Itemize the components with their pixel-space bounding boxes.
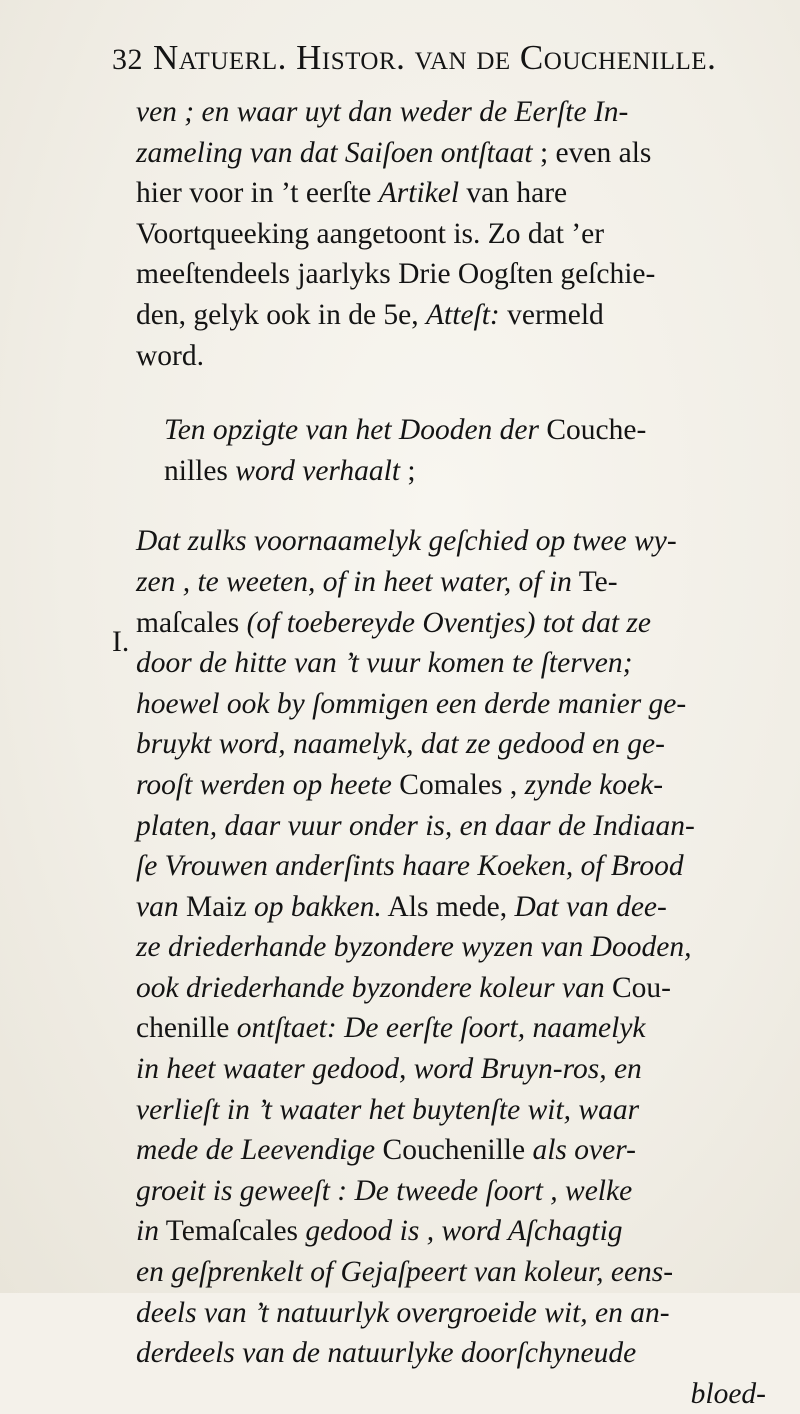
catchword: bloed- [690,1377,766,1410]
text-segment: maſcales [136,606,247,639]
text-line [136,1252,776,1293]
text-segment: word verhaalt [235,454,401,487]
text-segment: Maiz [178,890,254,923]
running-title: Natuerl. Histor. van de Couchenille. [153,38,717,77]
text-segment: verlieſt in ’t waater het buytenſte wit, waar [136,1093,640,1126]
text-line [136,1008,776,1049]
text-segment: en geſprenkelt of Gejaſpeert van koleur, eens- [136,1256,674,1289]
text-line [136,684,776,725]
text-line [136,887,776,928]
text-segment: Atteſt: [426,298,500,331]
text-segment: zynde koek- [524,768,664,801]
text-segment: Te- [571,565,618,598]
text-segment: ; [400,454,416,487]
text-segment: zen , te weeten, of in heet water, of in [136,565,572,598]
text-segment: Voortqueeking aangetoont is. Zo dat ’er [136,217,605,250]
spacer [136,491,776,521]
text-segment: ſe Vrouwen anderſints haare Koeken, of Brood [136,850,684,883]
text-segment: ; even als [532,136,652,169]
section-heading [136,410,776,491]
text-line [136,521,776,562]
text-segment: Comales , [391,768,525,801]
text-segment: in heet waater gedood, word Bruyn-ros, en [136,1053,642,1086]
text-segment: hier voor in ’t eerſte [136,177,379,210]
text-segment: (of toebereyde Oventjes) tot dat ze [246,606,651,639]
text-line [136,214,776,255]
text-segment: van [136,890,179,923]
text-segment: Cou- [604,971,671,1004]
text-line [136,295,776,336]
paragraph-number: I. [112,626,130,658]
text-segment: door de hitte van ’t vuur komen te ſterven; [136,647,633,680]
text-segment: nilles [164,454,236,487]
text-segment: in [136,1215,159,1248]
text-segment: word. [136,339,205,372]
text-line [164,451,776,492]
text-segment: ze driederhande byzondere wyzen van Dooden, [136,931,692,964]
text-segment: bruykt word, naamelyk, dat ze gedood en ge- [136,728,665,761]
text-line [136,806,776,847]
text-segment: op bakken. [253,890,382,923]
text-line [136,562,776,603]
text-segment: ven ; en waar uyt dan weder de Eerſte In- [136,96,629,128]
text-segment: groeit is geweeſt : De tweede ſoort , welke [136,1174,633,1207]
text-segment: gedood is , word Aſchagtig [305,1215,623,1248]
text-segment: deels van ’t natuurlyk overgroeide wit, en an- [136,1296,670,1329]
text-line [136,254,776,295]
text-segment: platen, daar vuur onder is, en daar de Indiaan- [136,809,695,842]
text-segment: zameling van dat Saiſoen ontſtaat [136,136,533,169]
text-segment: van hare [459,177,568,210]
text-segment: Als mede, [381,890,515,923]
text-line [136,603,776,644]
text-segment: Temaſcales [158,1215,306,1248]
text-segment: Artikel [378,177,460,210]
text-segment: Couche- [539,414,647,447]
text-line [136,1049,776,1090]
page-number: 32 [112,43,143,76]
main-paragraph [136,521,776,1373]
text-segment: mede de Leevendige [136,1134,376,1167]
text-line [136,1171,776,1212]
text-line [136,724,776,765]
text-segment: Ten opzigte van het Dooden der [164,414,539,447]
body-text [136,92,776,1414]
text-line [136,643,776,684]
text-segment: hoewel ook by ſommigen een derde manier ge- [136,687,687,720]
text-line [136,1293,776,1334]
text-line [136,765,776,806]
text-segment: vermeld [499,298,604,331]
text-segment: Dat zulks voornaamelyk geſchied op twee wy- [136,525,677,558]
text-segment: ook driederhande byzondere koleur van [136,971,605,1004]
text-segment: als over- [532,1134,636,1167]
spacer [136,376,776,410]
text-line [136,1130,776,1171]
text-line [164,410,776,451]
text-segment: ontſtaet: De eerſte ſoort, naamelyk [236,1012,646,1045]
text-line [136,968,776,1009]
text-line [136,173,776,214]
intro-paragraph [136,92,776,376]
text-segment: Couchenille [375,1134,533,1167]
text-line [136,336,776,377]
text-line [136,92,776,133]
text-line [136,846,776,887]
text-line [136,133,776,174]
text-segment: Dat van dee- [514,890,667,923]
text-segment: chenille [136,1012,237,1045]
text-line [136,927,776,968]
text-line [136,1090,776,1131]
text-line [136,1333,776,1374]
text-segment: rooſt werden op heete [136,768,392,801]
running-header [112,38,792,78]
text-segment: meeſtendeels jaarlyks Drie Oogſten geſchie- [136,258,656,291]
text-line [136,1211,776,1252]
text-segment: derdeels van de natuurlyke doorſchyneude [136,1337,637,1370]
text-segment: den, gelyk ook in de 5e, [136,298,427,331]
